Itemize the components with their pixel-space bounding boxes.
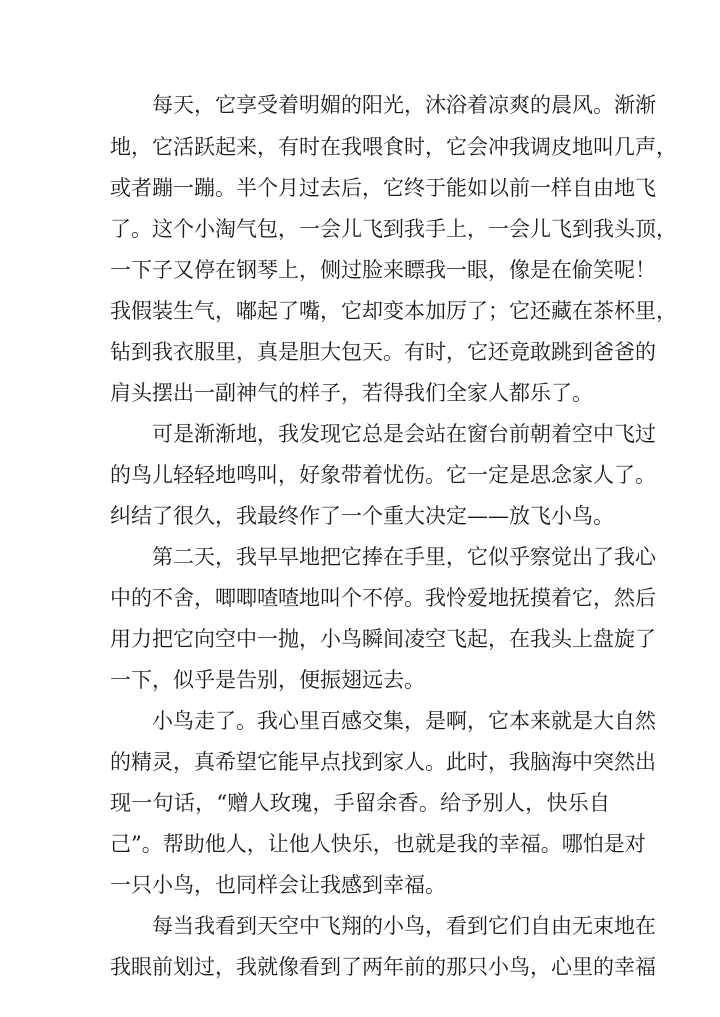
text-line: 一下，似乎是告别，便振翅远去。 [110, 668, 425, 692]
text-line: 中的不舍，唧唧喳喳地叫个不停。我怜爱地抚摸着它，然后 [110, 586, 656, 610]
text-line: 用力把它向空中一抛，小鸟瞬间凌空飞起，在我头上盘旋了 [110, 627, 656, 651]
text-line: 每当我看到天空中飞翔的小鸟，看到它们自由无束地在 [152, 914, 656, 938]
text-line: 我假装生气，嘟起了嘴，它却变本加厉了；它还藏在茶杯里， [110, 299, 677, 323]
text-line: 己”。帮助他人，让他人快乐，也就是我的幸福。哪怕是对 [110, 832, 646, 856]
text-line: 一下子又停在钢琴上，侧过脸来瞟我一眼，像是在偷笑呢！ [110, 258, 656, 282]
text-line: 地，它活跃起来，有时在我喂食时，它会冲我调皮地叫几声， [110, 135, 677, 159]
text-line: 纠结了很久，我最终作了一个重大决定——放飞小鸟。 [110, 504, 614, 528]
text-line: 的鸟儿轻轻地鸣叫，好象带着忧伤。它一定是思念家人了。 [110, 463, 656, 487]
text-line: 钻到我衣服里，真是胆大包天。有时，它还竟敢跳到爸爸的 [110, 340, 656, 364]
text-line: 一只小鸟，也同样会让我感到幸福。 [110, 873, 446, 897]
text-line: 可是渐渐地，我发现它总是会站在窗台前朝着空中飞过 [152, 422, 656, 446]
text-line: 现一句话，“赠人玫瑰，手留余香。给予别人，快乐自 [110, 791, 610, 815]
text-line: 了。这个小淘气包，一会儿飞到我手上，一会儿飞到我头顶， [110, 217, 677, 241]
text-line: 我眼前划过，我就像看到了两年前的那只小鸟，心里的幸福 [110, 955, 656, 979]
text-line: 或者蹦一蹦。半个月过去后，它终于能如以前一样自由地飞 [110, 176, 656, 200]
text-line: 小鸟走了。我心里百感交集，是啊，它本来就是大自然 [152, 709, 656, 733]
text-line: 肩头摆出一副神气的样子，若得我们全家人都乐了。 [110, 381, 593, 405]
text-line: 每天，它享受着明媚的阳光，沐浴着凉爽的晨风。渐渐 [152, 93, 656, 117]
text-line: 第二天，我早早地把它捧在手里，它似乎察觉出了我心 [152, 545, 656, 569]
text-line: 的精灵，真希望它能早点找到家人。此时，我脑海中突然出 [110, 750, 656, 774]
